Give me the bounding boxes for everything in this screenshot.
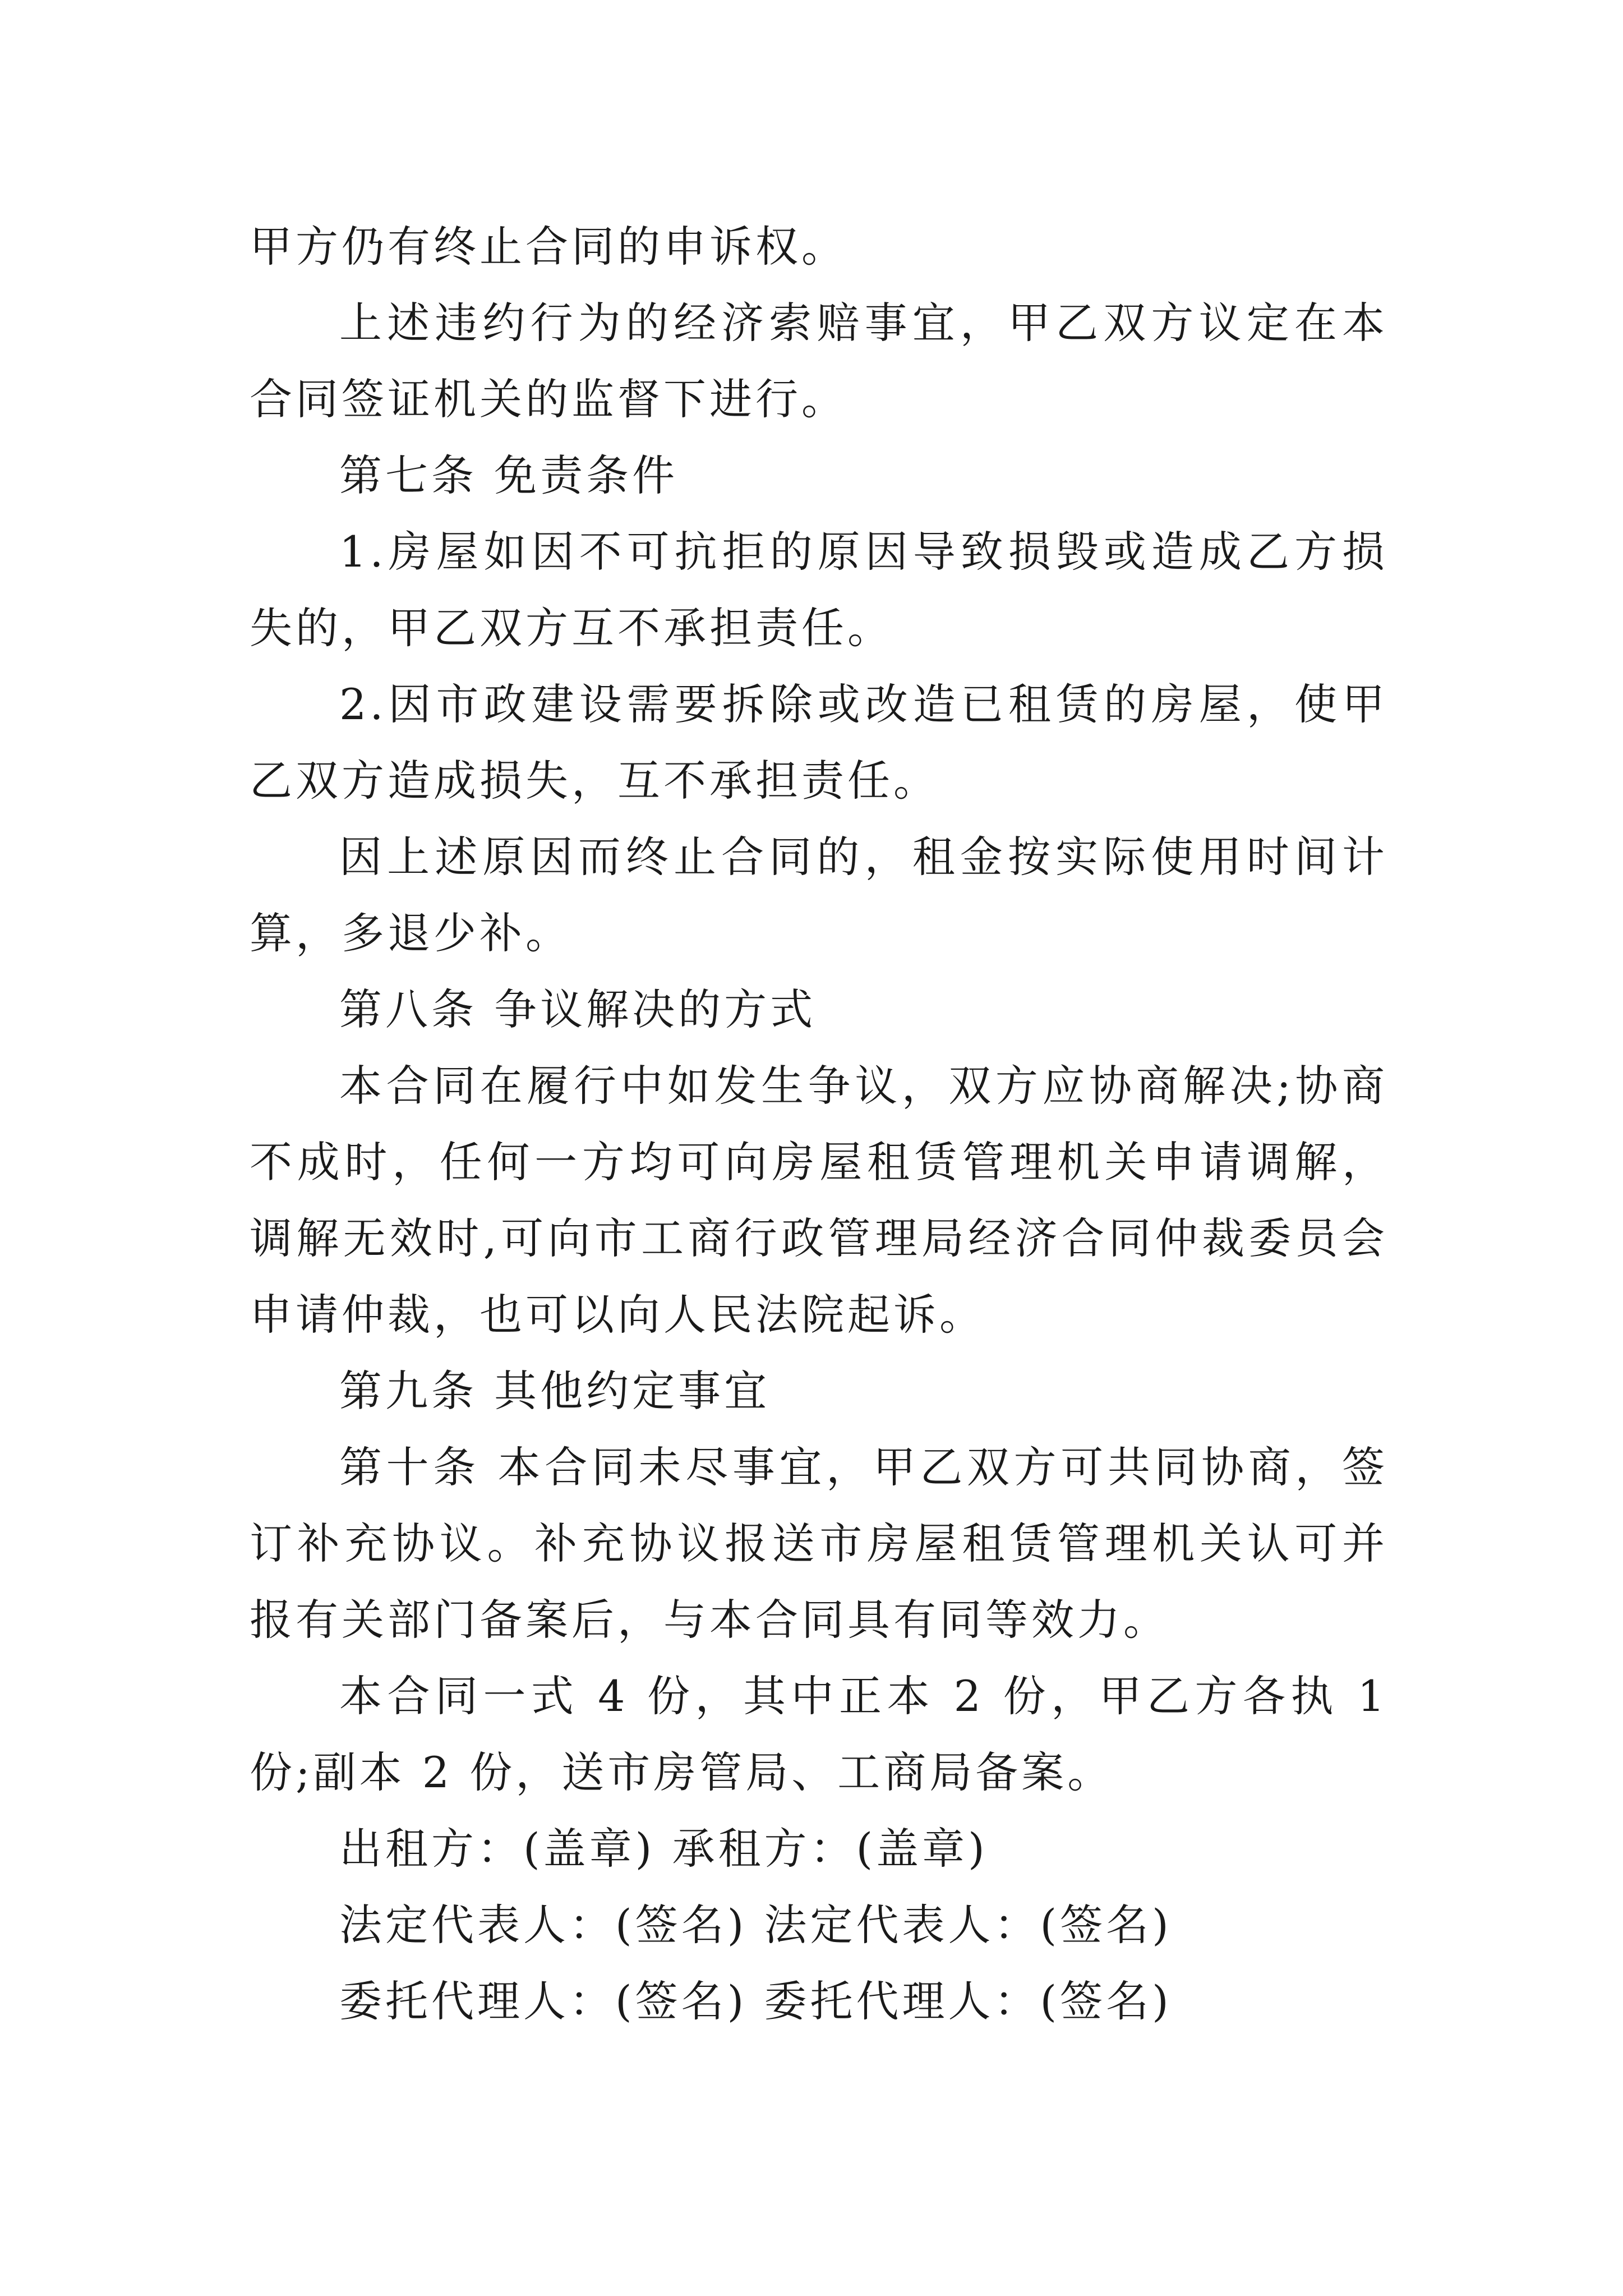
signature-line-agent: 委托代理人：(签名) 委托代理人：(签名) — [339, 1976, 1172, 2026]
paragraph-municipal-demolition: 2.因市政建设需要拆除或改造已租赁的房屋，使甲乙双方造成损失，互不承担责任。 — [250, 679, 1388, 806]
article-7-heading: 第七条 免责条件 — [339, 450, 679, 500]
paragraph-rent-settlement: 因上述原因而终止合同的，租金按实际使用时间计算，多退少补。 — [250, 832, 1388, 958]
article-9-heading: 第九条 其他约定事宜 — [339, 1366, 771, 1416]
paragraph-compensation: 上述违约行为的经济索赔事宜，甲乙双方议定在本合同签证机关的监督下进行。 — [250, 298, 1388, 424]
paragraph-complaint-right: 甲方仍有终止合同的申诉权。 — [250, 222, 847, 272]
paragraph-force-majeure: 1.房屋如因不可抗拒的原因导致损毁或造成乙方损失的，甲乙双方互不承担责任。 — [250, 527, 1388, 653]
paragraph-article-10: 第十条 本合同未尽事宜，甲乙双方可共同协商，签订补充协议。补充协议报送市房屋租赁管理机关认可并报有关部门备案后，与本合同具有同等效力。 — [250, 1442, 1388, 1645]
paragraph-copies: 本合同一式 4 份，其中正本 2 份，甲乙方各执 1 份;副本 2 份，送市房管局、工商局备案。 — [250, 1671, 1388, 1797]
paragraph-dispute-resolution: 本合同在履行中如发生争议，双方应协商解决;协商不成时，任何一方均可向房屋租赁管理机关申请调解，调解无效时,可向市工商行政管理局经济合同仲裁委员会申请仲裁，也可以向人民法院起诉。 — [250, 1061, 1388, 1340]
signature-line-seal: 出租方：(盖章) 承租方：(盖章) — [339, 1824, 988, 1874]
article-8-heading: 第八条 争议解决的方式 — [339, 984, 817, 1034]
signature-line-legal-rep: 法定代表人：(签名) 法定代表人：(签名) — [339, 1900, 1172, 1950]
contract-text — [250, 209, 1388, 2040]
